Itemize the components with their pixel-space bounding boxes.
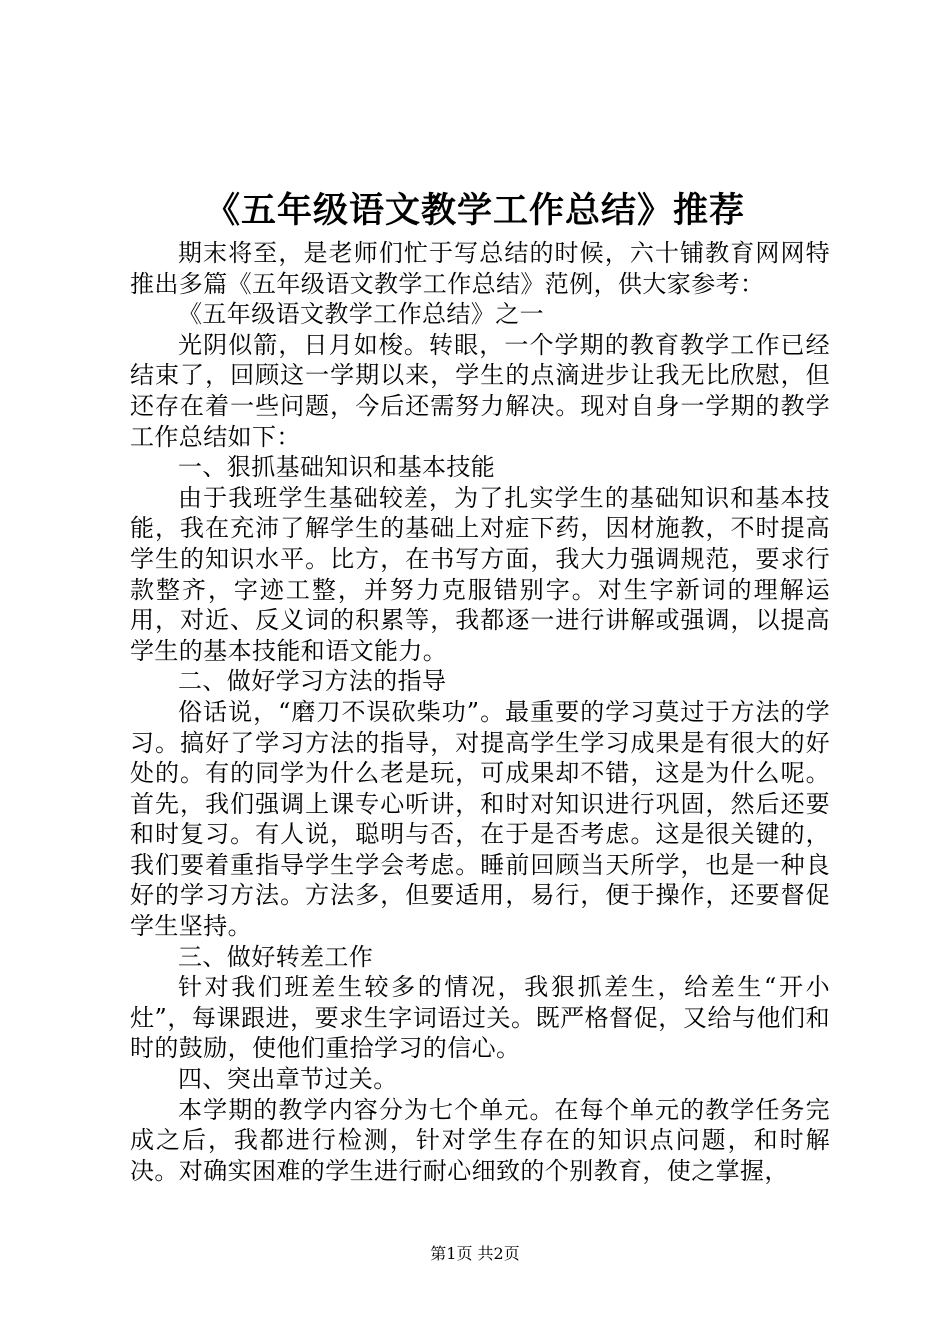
document-title: 《五年级语文教学工作总结》推荐 <box>204 190 745 231</box>
paragraph-intro: 期末将至，是老师们忙于写总结的时候，六十铺教育网网特推出多篇《五年级语文教学工作总结》范例，供大家参考： <box>130 239 830 298</box>
section-heading-4: 四、突出章节过关。 <box>178 1065 398 1094</box>
section-heading-3: 三、做好转差工作 <box>178 942 374 971</box>
section-heading-2: 二、做好学习方法的指导 <box>178 667 447 696</box>
paragraph-section-3: 针对我们班差生较多的情况，我狠抓差生，给差生“开小灶”，每课跟进，要求生字词语过关。既严格督促，又给与他们和时的鼓励，使他们重拾学习的信心。 <box>130 973 830 1063</box>
page-footer: 第1页 共2页 <box>430 1244 520 1263</box>
paragraph-section-1: 由于我班学生基础较差，为了扎实学生的基础知识和基本技能，我在充沛了解学生的基础上对症下药，因材施教，不时提高学生的知识水平。比方，在书写方面，我大力强调规范，要求行款整齐，字迹工整，并努力克服错别字。对生字新词的理解运用，对近、反义词的积累等，我都逐一进行讲解或强调，以提高学生的基本技能和语文能力。 <box>130 483 830 665</box>
paragraph-opening: 光阴似箭，日月如梭。转眼，一个学期的教育教学工作已经结束了，回顾这一学期以来，学生的点滴进步让我无比欣慰，但还存在着一些问题，今后还需努力解决。现对自身一学期的教学工作总结如下： <box>130 330 830 451</box>
paragraph-subtitle: 《五年级语文教学工作总结》之一 <box>178 300 544 329</box>
document-body <box>130 238 830 1186</box>
paragraph-section-4: 本学期的教学内容分为七个单元。在每个单元的教学任务完成之后，我都进行检测，针对学生存在的知识点问题，和时解决。对确实困难的学生进行耐心细致的个别教育，使之掌握， <box>130 1095 830 1185</box>
section-heading-1: 一、狠抓基础知识和基本技能 <box>178 453 496 482</box>
paragraph-section-2: 俗话说，“磨刀不误砍柴功”。最重要的学习莫过于方法的学习。搞好了学习方法的指导，对提高学生学习成果是有很大的好处的。有的同学为什么老是玩，可成果却不错，这是为什么呢。首先，我们强调上课专心听讲，和时对知识进行巩固，然后还要和时复习。有人说，聪明与否，在于是否考虑。这是很关键的，我们要着重指导学生学会考虑。睡前回顾当天所学，也是一种良好的学习方法。方法多，但要适用，易行，便于操作，还要督促学生坚持。 <box>130 697 830 941</box>
